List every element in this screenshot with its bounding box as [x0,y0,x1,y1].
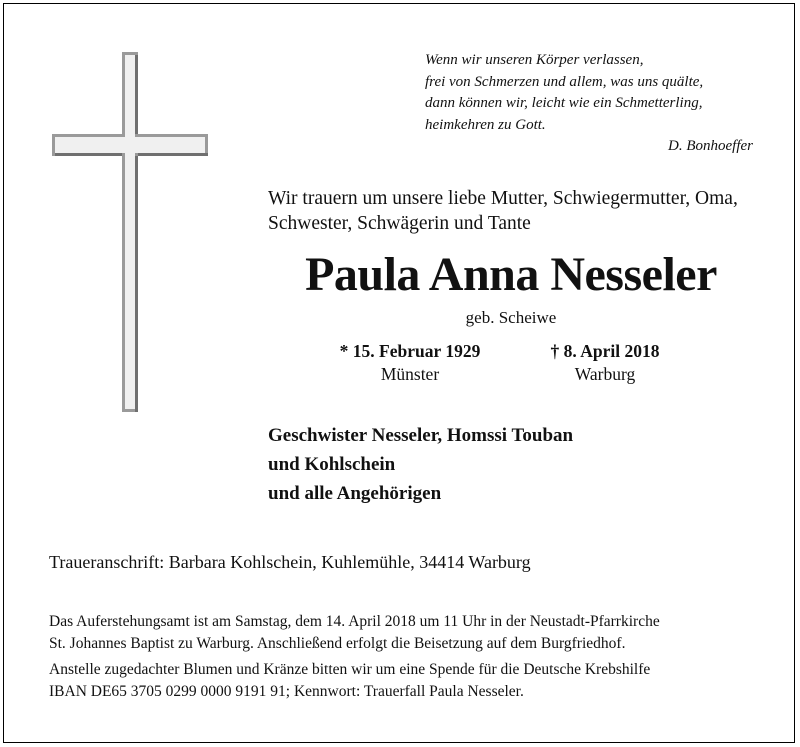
bonhoeffer-quote [425,50,755,158]
birth-date: * 15. Februar 1929 [339,341,481,361]
birth-place: Münster [380,364,440,384]
quote-line: Wenn wir unseren Körper verlassen, [425,52,644,68]
quote-line: frei von Schmerzen und allem, was uns quälte, [425,73,704,90]
donation-info [49,659,769,703]
quote-author: D. Bonhoeffer [668,138,753,154]
death-place: Warburg [574,364,636,384]
donation-line: IBAN DE65 3705 0299 0000 9191 91; Kennwort: Trauerfall Paula Nesseler. [49,683,524,700]
service-line: St. Johannes Baptist zu Warburg. Anschließend erfolgt die Beisetzung auf dem Burgfriedhof. [49,635,626,652]
mourning-address: Traueranschrift: Barbara Kohlschein, Kuhlemühle, 34414 Warburg [49,552,531,572]
quote-line: heimkehren zu Gott. [425,116,546,133]
death-date: † 8. April 2018 [550,341,660,361]
intro-line: Wir trauern um unsere liebe Mutter, Schwiegermutter, Oma, [268,188,738,209]
quote-line: dann können wir, leicht wie ein Schmetterling, [425,95,703,111]
maiden-name: geb. Scheiwe [465,308,557,327]
intro-line: Schwester, Schwägerin und Tante [268,213,531,234]
service-info [49,611,769,655]
mourner-line: Geschwister Nesseler, Homssi Touban [268,425,574,446]
mourner-line: und Kohlschein [268,454,396,475]
deceased-name: Paula Anna Nesseler [305,248,717,301]
donation-line: Anstelle zugedachter Blumen und Kränze bitten wir um eine Spende für die Deutsche Krebshilfe [49,661,651,678]
mourning-intro [268,186,738,236]
service-line: Das Auferstehungsamt ist am Samstag, dem 14. April 2018 um 11 Uhr in der Neustadt-Pfarrkirche [49,613,660,630]
cross-icon [52,52,212,414]
mourners-list [268,421,573,508]
birth-info [300,340,520,386]
mourner-line: und alle Angehörigen [268,483,442,504]
death-info [500,340,710,386]
